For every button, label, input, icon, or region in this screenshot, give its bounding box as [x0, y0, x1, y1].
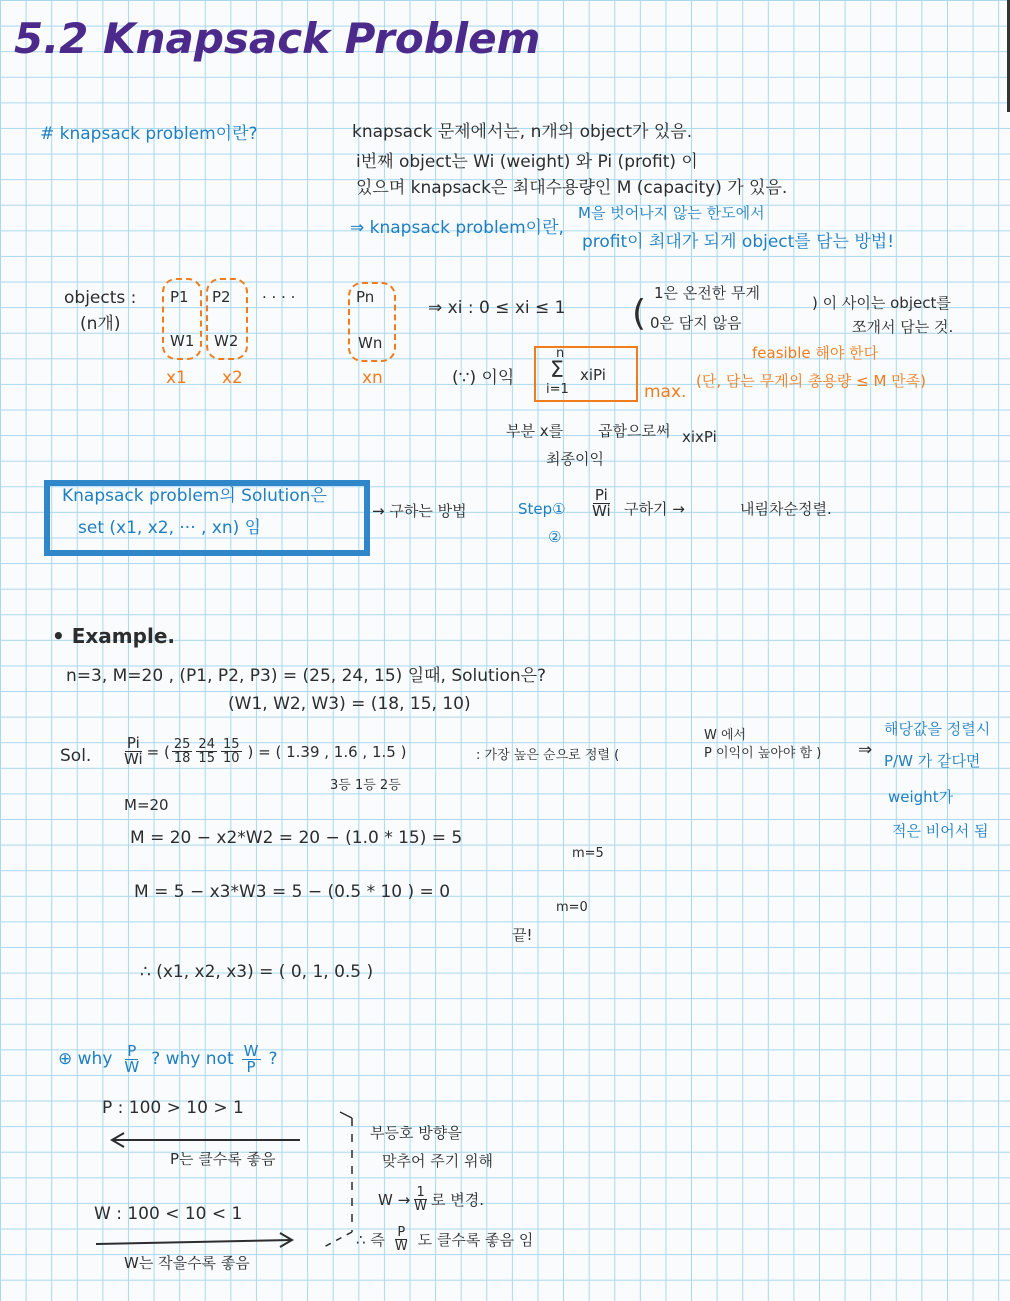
example-heading: • Example. [52, 624, 175, 648]
xi-between-2: 쪼개서 담는 것. [852, 318, 954, 336]
step-fraction-den: Wi [592, 502, 611, 520]
step-fraction-num: Pi [594, 486, 608, 504]
capacity-step-1: M = 20 − x2*W2 = 20 − (1.0 * 15) = 5 [130, 828, 463, 848]
object-1-weight: W1 [170, 332, 195, 350]
capacity-initial: M=20 [124, 796, 169, 814]
solution-step-1: Step① [518, 500, 566, 518]
ratio-2-num: 24 [198, 737, 215, 752]
xi-case-0: 0은 담지 않음 [650, 314, 742, 332]
why-w-den: P [246, 1058, 256, 1076]
profit-label: (∵) 이익 [452, 368, 515, 388]
reason-4 [356, 1226, 533, 1253]
final-profit-label: 최종이익 [546, 450, 604, 468]
reason-1: 부등호 방향을 [370, 1124, 462, 1142]
ratio-3-den: 10 [222, 751, 240, 766]
object-n-weight: Wn [358, 334, 383, 352]
sum-symbol: Σ [550, 358, 564, 383]
objects-count: (n개) [80, 314, 121, 334]
definition-conclusion: profit이 최대가 되게 object를 담는 방법! [582, 232, 895, 252]
end-mark: 끝! [512, 926, 533, 944]
xi-brace: ( [632, 293, 647, 334]
example-given-1: n=3, M=20 , (P1, P2, P3) = (25, 24, 15) 일때, Solution은? [66, 666, 547, 686]
weight-order: W : 100 < 10 < 1 [94, 1204, 243, 1224]
solution-step-1-rest: 구하기 → [624, 500, 685, 518]
capacity-step-1-note: m=5 [572, 846, 604, 861]
xi-range: ⇒ xi : 0 ≤ xi ≤ 1 [428, 298, 566, 318]
object-2-weight: W2 [214, 332, 239, 350]
solution-sort-desc: 내림차순정렬. [740, 500, 832, 518]
ratio-2-den: 15 [198, 751, 215, 766]
maximize-label: max. [644, 382, 687, 402]
xi-between-1: ) 이 사이는 object를 [812, 294, 951, 312]
side-note-1: 해당값을 정렬시 [884, 720, 991, 738]
solution-step-2: ② [548, 528, 562, 546]
sol-label: Sol. [60, 746, 92, 766]
why-end: ? [268, 1049, 278, 1070]
definition-line-3: 있으며 knapsack은 최대수용량인 M (capacity) 가 있음. [356, 178, 788, 198]
reason-3-suffix: 로 변경. [431, 1190, 485, 1209]
ratio-note: P 이익이 높아야 함 ) [704, 746, 822, 761]
partial-note-2: 곱함으로써 [598, 422, 671, 440]
object-1-profit: P1 [170, 288, 189, 306]
side-note-2: P/W 가 같다면 [884, 752, 981, 770]
ratio-ranks: 3등 1등 2등 [330, 778, 401, 793]
side-note-4: 적은 비어서 됨 [892, 822, 989, 840]
ratio-1-den: 18 [173, 751, 191, 766]
ratio-eq: = ( [146, 742, 170, 761]
capacity-step-2-note: m=0 [556, 900, 588, 915]
section-heading-definition: # knapsack problem이란? [40, 124, 258, 144]
objects-ellipsis: . . . . [262, 284, 296, 302]
example-given-2: (W1, W2, W3) = (18, 15, 10) [228, 694, 471, 714]
objects-label: objects : [64, 288, 137, 308]
why-p-num: P [127, 1042, 137, 1060]
definition-constraint-note: M을 벗어나지 않는 한도에서 [578, 204, 765, 222]
ratio-den: Wi [124, 750, 143, 768]
reason-4-suffix: 도 클수록 좋음 임 [417, 1230, 534, 1249]
object-2-fraction: x2 [222, 368, 243, 388]
profit-order: P : 100 > 10 > 1 [102, 1098, 244, 1118]
sum-lower: i=1 [546, 382, 569, 397]
reason-2: 맞추어 주기 위해 [382, 1152, 493, 1170]
reason-3-prefix: W → [378, 1190, 411, 1209]
sum-term: xiPi [580, 366, 606, 384]
solution-box-line-1: Knapsack problem의 Solution은 [62, 486, 327, 506]
reason-3 [378, 1186, 484, 1213]
ratio-3-num: 15 [222, 737, 240, 752]
why-not-label: ? why not [151, 1049, 234, 1070]
feasible-note: feasible 해야 한다 [752, 344, 879, 362]
partial-note-term: xixPi [682, 428, 717, 446]
ratio-arrow: ⇒ [858, 740, 873, 760]
profit-order-note: P는 클수록 좋음 [170, 1150, 276, 1168]
page-title: 5.2 Knapsack Problem [14, 14, 541, 63]
weight-order-note: W는 작을수록 좋음 [124, 1254, 250, 1272]
object-n-fraction: xn [362, 368, 383, 388]
definition-line-2: i번째 object는 Wi (weight) 와 Pi (profit) 이 [356, 152, 698, 172]
ratio-values: ) = ( 1.39 , 1.6 , 1.5 ) [247, 742, 407, 761]
solution-method-arrow: → 구하는 방법 [372, 502, 467, 520]
xi-case-1: 1은 온전한 무게 [654, 284, 761, 302]
object-1-fraction: x1 [166, 368, 187, 388]
why-p-den: W [124, 1058, 140, 1076]
partial-note-1: 부분 x를 [506, 422, 564, 440]
object-n-profit: Pn [356, 288, 375, 306]
reason-4-prefix: ∴ 즉 [356, 1230, 385, 1249]
reason-3-den: W [414, 1199, 428, 1214]
definition-line-1: knapsack 문제에서는, n개의 object가 있음. [352, 122, 693, 142]
reason-3-num: 1 [416, 1185, 425, 1200]
example-result: ∴ (x1, x2, x3) = ( 0, 1, 0.5 ) [140, 962, 374, 982]
capacity-constraint: (단, 담는 무게의 총용량 ≤ M 만족) [696, 372, 926, 390]
why-w-num: W [243, 1042, 259, 1060]
reason-4-num: P [397, 1225, 406, 1240]
why-label: ⊕ why [58, 1049, 113, 1070]
solution-box-line-2: set (x1, x2, ··· , xn) 임 [78, 518, 262, 538]
ratio-sort-note: : 가장 높은 순으로 정렬 ( [476, 748, 620, 763]
ratio-1-num: 25 [173, 737, 191, 752]
ratio-num: Pi [126, 734, 140, 752]
ratio-note-top: W 에서 [704, 728, 747, 743]
side-note-3: weight가 [888, 788, 954, 806]
object-2-profit: P2 [212, 288, 231, 306]
capacity-step-2: M = 5 − x3*W3 = 5 − (0.5 * 10 ) = 0 [134, 882, 451, 902]
sum-upper: n [556, 346, 565, 361]
reason-4-den: W [394, 1239, 408, 1254]
definition-conclusion-prefix: ⇒ knapsack problem이란, [350, 218, 564, 238]
